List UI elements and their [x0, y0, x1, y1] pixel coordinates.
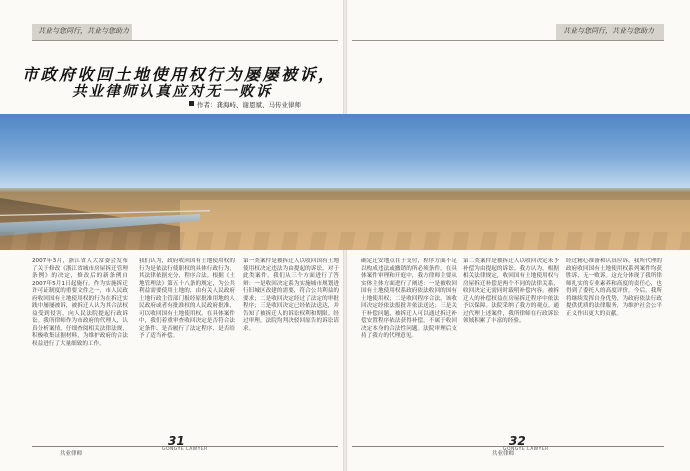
photo-sky — [0, 114, 690, 192]
text-column-1: 2007年3月，浙江省人大常委会发布了关于修改《浙江省城市房屋拆迁管理条例》的决定，修改后的新条例自2007年5月1日起施行。作为实施拆迁许可证制度的重要文件之一，市人民政府收回国有土地使用权的行为在拆迁实践中屡屡被诉，被拆迁人认为其合法权益受到侵害，向人民法院提起行政诉讼。我所律师作为市政府的代理人，认真分析案情，仔细查阅相关法律法规，积极收集证据材料，为维护政府的合法权益进行了大量细致的工作。 — [32, 258, 128, 348]
footer-publication-left: 共业律师 — [60, 451, 83, 457]
article-author: 作者：龚海峙、谢恩斌、马传业律师 — [197, 101, 301, 109]
landscape-photo — [0, 114, 690, 250]
text-column-2: 我们认为，政府收回国有土地使用权的行为是依法行使职权的具体行政行为，其法律依据充分，程序合法。根据《土地管理法》第五十八条的规定，为公共利益需要使用土地的，由有关人民政府土地行政主管部门报经原批准用地的人民政府或者有批准权的人民政府批准，可以收回国有土地使用权。在具体案件中，我们着重审查收回决定是否符合法定条件、是否履行了法定程序、是否给予了适当补偿。 — [139, 258, 235, 340]
header-label-left: 共业与您同行，共业与您助力 — [38, 27, 129, 35]
text-column-3: 第一类案件是被拆迁人以收回国有土地使用权决定违法为由提起的诉讼。对于此类案件，我们从三个方面进行了答辩：一是收回决定系为实施城市规划进行旧城区改建的需要，符合公共利益的要求；二是收回决定经过了法定的审批程序；三是收回决定已经依法送达，并告知了被拆迁人的诉讼权利和期限。经过审理，法院均判决驳回原告的诉讼请求。 — [243, 258, 339, 332]
footer-english-left: GONGYE LAWYER — [162, 447, 208, 452]
page-number-right: 32 — [509, 434, 526, 448]
article-title-line2: 共业律师认真应对无一败诉 — [72, 84, 273, 100]
author-bullet-icon — [189, 101, 194, 106]
article-title-line1: 市政府收回土地使用权行为屡屡被诉， — [22, 65, 337, 84]
footer-publication-right: 共业律师 — [492, 451, 515, 457]
header-label-right: 共业与您同行，共业与您助力 — [563, 27, 654, 35]
text-column-4: 确定迁安地点在于支付，程序方面不足以构成违法或撤销的所必须条件，在具体案件审理和开庭中，我方律师主要从实体主体方面进行了阐述：一是被收回国有土地使用权系政府依法收回的国有土地使用权；二是收回程序合法，该收回决定经依法报批并依法送达；三是关于补偿问题，被拆迁人可以通过拆迁补偿安置程序依法获得补偿，不属于收回决定本身的合法性问题。法院审理后支持了我方的代理意见。 — [361, 258, 457, 340]
text-column-5: 第二类案件是被拆迁人以收回决定未予补偿为由提起的诉讼。我方认为，根据相关法律规定，收回国有土地使用权与房屋拆迁补偿是两个不同的法律关系，收回决定无需同时载明补偿内容。被拆迁人的补偿权益在房屋拆迁程序中依法予以保障。法院采纳了我方的观点。通过代理上述案件，我所律师在行政诉讼领域积累了丰富的经验。 — [463, 258, 559, 325]
page-number-left: 31 — [168, 434, 185, 448]
photo-foreground — [0, 232, 690, 250]
footer-english-right: GONGYE LAWYER — [503, 447, 549, 452]
text-column-6: 经过精心准备和认真应诉，我所代理的政府收回国有土地使用权系列案件均获胜诉，无一败诉。这充分体现了我所律师扎实的专业素养和高度的责任心，也得到了委托人的高度评价。今后，我所将继续发挥自身优势，为政府依法行政提供优质的法律服务，为维护社会公平正义作出更大的贡献。 — [566, 258, 662, 317]
header-rule-left — [32, 40, 338, 41]
header-rule-right — [352, 40, 664, 41]
